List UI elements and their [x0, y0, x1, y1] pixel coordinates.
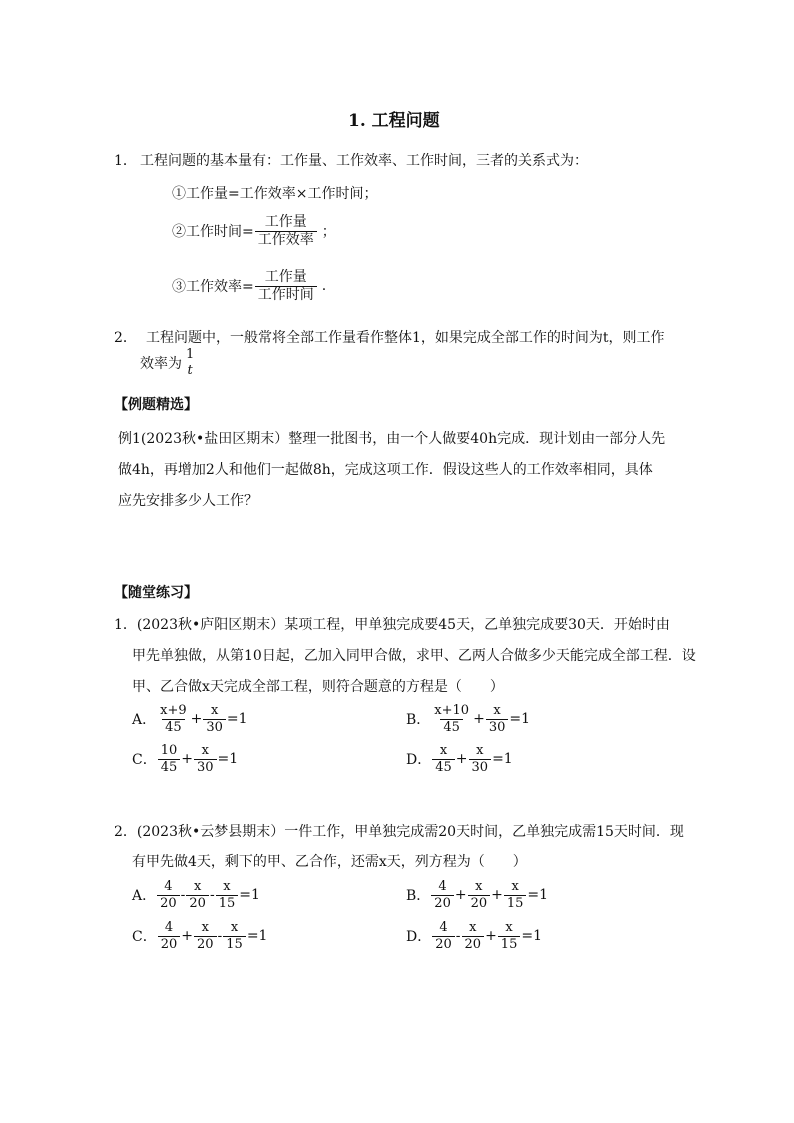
basics-item-2-text: 工程问题中，一般常将全部工作量看作整体1，如果完成全部工作的时间为t，则工作: [146, 330, 665, 346]
formula-2-numerator: 工作量: [264, 214, 307, 230]
q2-option-c[interactable]: [132, 921, 267, 951]
q1-c-d2: 30: [194, 759, 217, 775]
basics-item-1-text: 工程问题的基本量有：工作量、工作效率、工作时间，三者的关系式为：: [140, 153, 588, 169]
q2-b-frac-2: [468, 880, 491, 910]
q2-d-op2: +: [485, 928, 497, 945]
q2-c-frac-1: [158, 921, 181, 951]
q1-d-frac-1: [432, 744, 455, 774]
formula-3-end: .: [321, 278, 327, 295]
q1-option-c[interactable]: [132, 744, 238, 774]
q2-a-frac-3: [216, 880, 239, 910]
example-heading: 【例题精选】: [114, 397, 198, 413]
q1-option-d-label: D．: [406, 752, 432, 769]
basics-item-2-efficiency-label: 效率为: [140, 355, 182, 372]
q2-b-d2: 20: [468, 895, 491, 911]
q2-a-n1: 4: [164, 879, 173, 894]
q1-d-d2: 30: [469, 759, 492, 775]
q2-c-d1: 20: [158, 936, 181, 952]
q2-option-c-label: C．: [132, 929, 157, 946]
q1-option-d[interactable]: [406, 744, 513, 774]
formula-2-left: ②工作时间=: [172, 224, 254, 241]
q1-c-frac-1: [158, 744, 181, 774]
q2-a-op1: -: [180, 887, 186, 904]
q1-a-n1: x+9: [160, 703, 187, 718]
q2-d-frac-1: [432, 921, 455, 951]
formula-3-left: ③工作效率=: [172, 279, 254, 296]
q2-a-d1: 20: [157, 895, 180, 911]
q2-d-rhs: =1: [521, 928, 542, 945]
q1-a-n2: x: [210, 703, 219, 718]
q2-b-d3: 15: [504, 895, 527, 911]
q2-c-d3: 15: [223, 936, 246, 952]
q1-b-d1: 45: [440, 719, 463, 735]
q1-option-a[interactable]: [132, 704, 248, 734]
q1-b-frac-1: [431, 704, 472, 734]
q1-a-op: +: [190, 711, 203, 728]
q2-b-frac-1: [431, 880, 454, 910]
q2-option-d-label: D．: [406, 929, 432, 946]
q2-a-rhs: =1: [239, 887, 260, 904]
q2-b-op2: +: [491, 887, 503, 904]
q2-d-d2: 20: [462, 936, 485, 952]
q2-option-a-label: A．: [132, 888, 157, 905]
q2-d-n2: x: [469, 920, 477, 935]
q2-d-d1: 20: [432, 936, 455, 952]
q1-option-a-label: A．: [132, 712, 157, 729]
q1-b-op: +: [473, 711, 485, 728]
formula-2-denominator: 工作效率: [255, 231, 317, 248]
q2-option-b[interactable]: [406, 880, 548, 910]
basics-item-2-line2: [140, 348, 198, 377]
q1-b-d2: 30: [486, 719, 509, 735]
q1-line-2: 甲先单独做，从第10日起，乙加入同甲合做，求甲、乙两人合做多少天能完成全部工程．设: [132, 648, 696, 664]
formula-3-denominator: 工作时间: [255, 286, 317, 303]
formula-2-fraction: [255, 215, 317, 247]
q1-line-1: 1．(2023秋•庐阳区期末）某项工程，甲单独完成要45天，乙单独完成要30天．开始时由: [114, 617, 670, 633]
q1-b-frac-2: [486, 704, 509, 734]
q2-b-d1: 20: [431, 895, 454, 911]
basics-item-2-fraction: [183, 348, 197, 377]
q1-c-d1: 45: [158, 759, 181, 775]
q2-c-op2: -: [217, 928, 223, 945]
q2-option-a[interactable]: [132, 880, 260, 910]
q2-d-n3: x: [505, 920, 513, 935]
q1-option-b[interactable]: [406, 704, 530, 734]
formula-efficiency: [172, 270, 326, 302]
q1-a-rhs: =1: [226, 711, 248, 728]
q1-b-rhs: =1: [509, 711, 530, 728]
q2-d-frac-3: [498, 921, 521, 951]
q1-b-n2: x: [493, 703, 501, 718]
q1-d-n1: x: [439, 743, 448, 758]
q1-d-d1: 45: [432, 759, 455, 775]
q2-c-rhs: =1: [246, 928, 268, 945]
q1-a-frac-2: [203, 704, 226, 734]
q1-c-rhs: =1: [217, 751, 239, 768]
q1-d-rhs: =1: [492, 751, 513, 768]
q2-d-op1: -: [455, 928, 461, 945]
q1-a-frac-1: [157, 704, 190, 734]
formula-work-time: [172, 215, 336, 247]
q2-b-n2: x: [475, 879, 483, 894]
q2-c-frac-3: [223, 921, 246, 951]
q1-a-d1: 45: [162, 719, 185, 735]
q1-c-frac-2: [194, 744, 217, 774]
q2-c-n1: 4: [164, 920, 174, 935]
page-title: 1. 工程问题: [348, 111, 440, 131]
basics-item-2-number: 2．: [114, 330, 137, 346]
q1-d-frac-2: [469, 744, 492, 774]
formula-2-end: ；: [321, 224, 336, 241]
q2-b-op1: +: [454, 887, 467, 904]
q1-b-n1: x+10: [434, 703, 470, 718]
q1-c-n1: 10: [160, 743, 178, 758]
q2-d-d3: 15: [498, 936, 521, 952]
q2-a-frac-2: [186, 880, 209, 910]
formula-3-numerator: 工作量: [264, 269, 307, 285]
q1-c-n2: x: [201, 743, 209, 758]
example-line-3: 应先安排多少人工作？: [118, 493, 258, 509]
q2-option-d[interactable]: [406, 921, 542, 951]
q1-c-op: +: [181, 751, 193, 768]
q2-a-d2: 20: [186, 895, 209, 911]
q2-option-b-label: B．: [406, 888, 431, 905]
q1-line-3: 甲、乙合做x天完成全部工程，则符合题意的方程是（ ）: [132, 679, 504, 695]
q2-c-n2: x: [201, 920, 209, 935]
q2-c-op1: +: [181, 928, 193, 945]
q2-a-d3: 15: [216, 895, 239, 911]
q1-a-d2: 30: [203, 719, 226, 735]
q1-d-n2: x: [476, 743, 484, 758]
q2-a-n3: x: [223, 879, 231, 894]
q2-b-n1: 4: [438, 879, 447, 894]
q2-d-frac-2: [462, 921, 485, 951]
q2-line-1: 2．(2023秋•云梦县期末）一件工作，甲单独完成需20天时间，乙单独完成需15天时间．现: [114, 824, 684, 840]
q2-d-n1: 4: [439, 920, 448, 935]
formula-3-fraction: [255, 270, 317, 302]
basics-item-2-denominator: t: [187, 362, 193, 378]
q2-c-d2: 20: [194, 936, 217, 952]
q1-option-c-label: C．: [132, 752, 157, 769]
q2-a-n2: x: [194, 879, 202, 894]
formula-work-amount: ①工作量=工作效率×工作时间；: [172, 186, 378, 202]
q1-d-op: +: [455, 751, 468, 768]
basics-item-2-numerator: 1: [186, 347, 195, 362]
example-line-1: 例1(2023秋•盐田区期末）整理一批图书，由一个人做要40h完成．现计划由一部分人先: [118, 431, 666, 447]
basics-item-1-number: 1．: [114, 153, 137, 169]
q2-b-frac-3: [504, 880, 527, 910]
q2-b-n3: x: [511, 879, 519, 894]
q2-c-n3: x: [230, 920, 239, 935]
practice-heading: 【随堂练习】: [114, 585, 198, 601]
q2-a-op2: -: [209, 887, 215, 904]
q2-line-2: 有甲先做4天，剩下的甲、乙合作，还需x天，列方程为（ ）: [132, 854, 527, 870]
q2-a-frac-1: [157, 880, 180, 910]
q2-c-frac-2: [194, 921, 217, 951]
example-line-2: 做4h，再增加2人和他们一起做8h，完成这项工作．假设这些人的工作效率相同，具体: [118, 462, 653, 478]
q1-option-b-label: B．: [406, 712, 431, 729]
q2-b-rhs: =1: [527, 887, 549, 904]
